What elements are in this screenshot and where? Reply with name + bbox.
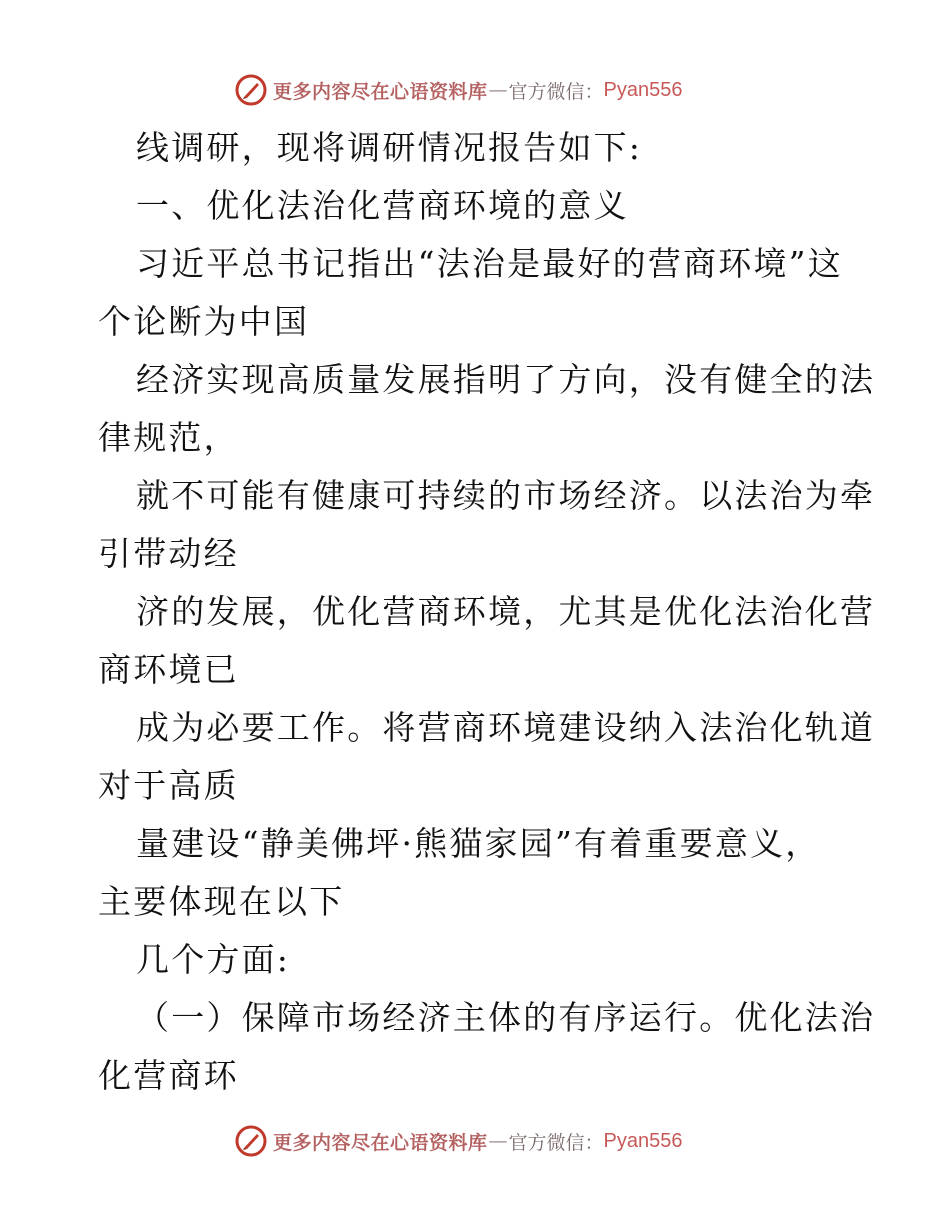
text-line: 主要体现在以下	[98, 882, 345, 921]
text-line: 济的发展，优化营商环境，尤其是优化法治化营	[136, 592, 876, 631]
watermark-wechat-id: Pyan556	[603, 1129, 683, 1152]
text-line: 经济实现高质量发展指明了方向，没有健全的法	[136, 360, 876, 399]
text-line: 线调研，现将调研情况报告如下:	[136, 128, 643, 167]
text-line: 量建设“静美佛坪·熊猫家园”有着重要意义，	[136, 824, 821, 863]
subsection-heading: （一）保障市场经济主体的有序运行。优化法治	[136, 998, 876, 1037]
feather-logo-icon	[235, 1125, 267, 1157]
section-heading: 一、优化法治化营商环境的意义	[136, 186, 629, 225]
text-line: 商环境已	[98, 650, 239, 689]
watermark-separator: —	[488, 1130, 508, 1152]
watermark-text: 更多内容尽在心语资料库	[273, 80, 488, 103]
watermark-wechat-id: Pyan556	[603, 78, 683, 101]
text-line: 几个方面:	[136, 940, 291, 979]
watermark-separator: —	[488, 79, 508, 101]
footer-watermark	[235, 1124, 683, 1158]
text-line: 习近平总书记指出“法治是最好的营商环境”这	[136, 244, 843, 283]
watermark-text: 更多内容尽在心语资料库	[273, 1131, 488, 1154]
text-line: 成为必要工作。将营商环境建设纳入法治化轨道	[136, 708, 876, 747]
text-line: 化营商环	[98, 1056, 239, 1095]
text-line: 个论断为中国	[98, 302, 310, 341]
watermark-label: 官方微信：	[508, 80, 604, 103]
header-watermark	[235, 73, 683, 107]
text-line: 对于高质	[98, 766, 239, 805]
text-line: 引带动经	[98, 534, 239, 573]
feather-logo-icon	[235, 74, 267, 106]
text-line: 就不可能有健康可持续的市场经济。以法治为牵	[136, 476, 876, 515]
text-line: 律规范，	[98, 418, 239, 457]
watermark-label: 官方微信：	[508, 1131, 604, 1154]
